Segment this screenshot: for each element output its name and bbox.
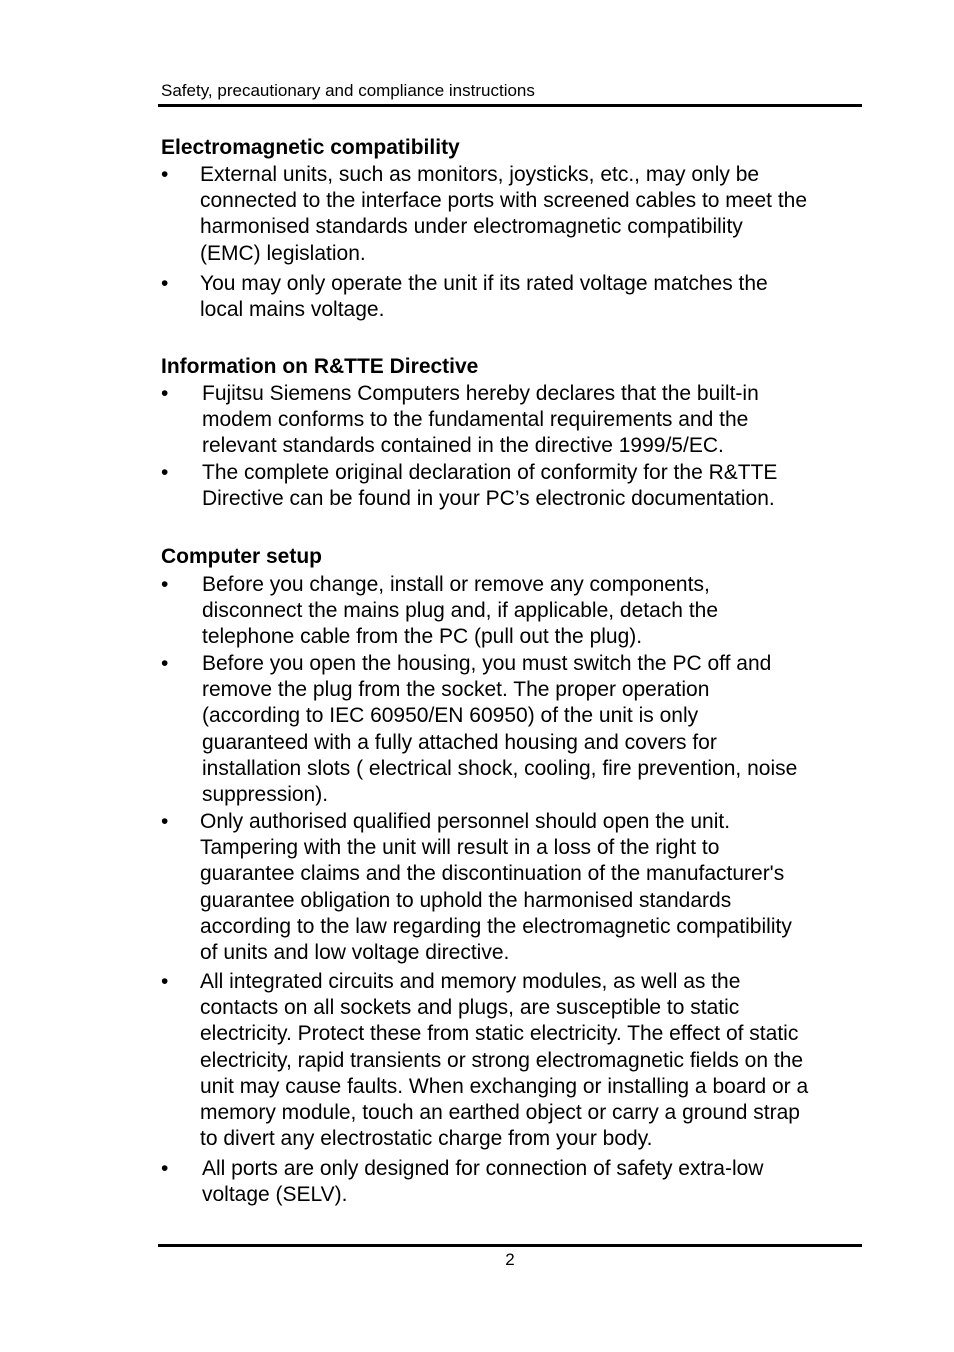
section-title-emc: Electromagnetic compatibility [161, 136, 460, 159]
list-item-text: Before you change, install or remove any components, disconnect the mains plug and, if applicable, detach the telephone cable from the PC (pull out the plug). [202, 573, 719, 649]
list-item-text: All ports are only designed for connection of safety extra-low voltage (SELV). [202, 1157, 764, 1207]
list-item-text: You may only operate the unit if its rated voltage matches the local mains voltage. [200, 272, 768, 322]
list-item [161, 271, 861, 323]
list-item-text: Before you open the housing, you must switch the PC off and remove the plug from the socket. The proper operation (according to IEC 60950/EN 60950) of the unit is only guaranteed with a fully attached housing and covers for installation slots ( electrical shock, cooling, fire prevention, noise suppression). [202, 652, 798, 807]
bullet-icon: • [161, 382, 169, 405]
list-item [161, 1156, 861, 1208]
page-header: Safety, precautionary and compliance instructions [161, 81, 535, 100]
page-number: 2 [505, 1250, 515, 1269]
list-item [161, 809, 861, 966]
section-title-rtte: Information on R&TTE Directive [161, 355, 479, 378]
header-rule [158, 104, 862, 107]
bullet-icon: • [161, 461, 169, 484]
section-title-computer-setup: Computer setup [161, 545, 323, 568]
bullet-icon: • [161, 652, 169, 675]
list-item-text: External units, such as monitors, joysticks, etc., may only be connected to the interface ports with screened cables to meet the harmonised standards under electromagnetic compatibility (EMC) legislation. [200, 163, 808, 265]
bullet-icon: • [161, 272, 169, 295]
bullet-icon: • [161, 163, 169, 186]
list-item [161, 572, 861, 651]
bullet-icon: • [161, 1157, 169, 1180]
list-item [161, 460, 861, 512]
list-item [161, 969, 861, 1152]
list-item [161, 651, 861, 808]
bullet-icon: • [161, 970, 169, 993]
bullet-icon: • [161, 573, 169, 596]
list-item-text: All integrated circuits and memory modules, as well as the contacts on all sockets and plugs, are susceptible to static electricity. Protect these from static electricity. The effect of static electricity, rapid transients or strong electromagnetic fields on the unit may cause faults. When exchanging or installing a board or a memory module, touch an earthed object or carry a ground strap to divert any electrostatic charge from your body. [200, 970, 809, 1151]
list-item [161, 381, 861, 460]
list-item-text: Fujitsu Siemens Computers hereby declares that the built-in modem conforms to the fundamental requirements and the relevant standards contained in the directive 1999/5/EC. [202, 382, 759, 458]
footer-rule [158, 1244, 862, 1247]
bullet-icon: • [161, 810, 169, 833]
list-item [161, 162, 861, 267]
list-item-text: Only authorised qualified personnel should open the unit. Tampering with the unit will result in a loss of the right to guarantee claims and the discontinuation of the manufacturer's guarantee obligation to uphold the harmonised standards according to the law regarding the electromagnetic compatibility of units and low voltage directive. [200, 810, 792, 965]
list-item-text: The complete original declaration of conformity for the R&TTE Directive can be found in your PC’s electronic documentation. [202, 461, 778, 511]
